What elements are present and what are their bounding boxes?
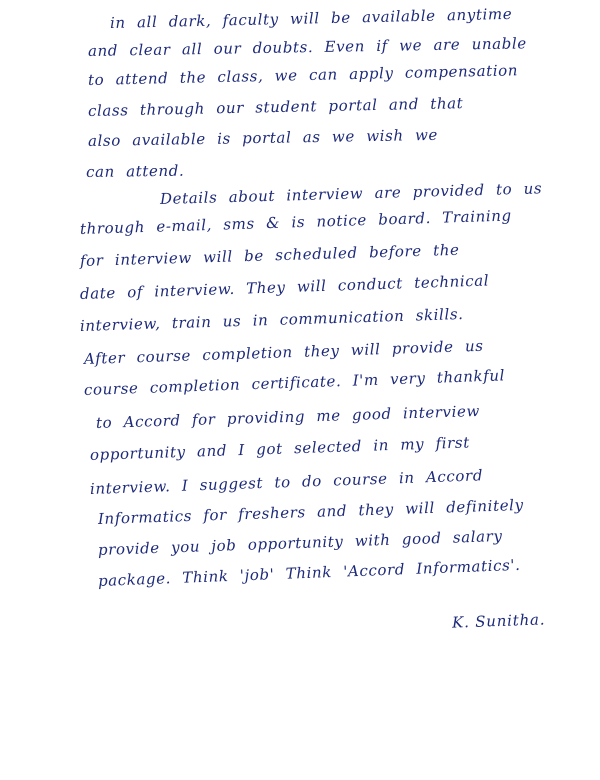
signature: K. Sunitha.	[451, 610, 546, 632]
letter-line: Details about interview are provided to us	[159, 179, 543, 208]
letter-line: to attend the class, we can apply compensation	[87, 61, 519, 89]
letter-line: interview, train us in communication skills.	[79, 304, 464, 335]
letter-line: interview. I suggest to do course in Accord	[89, 466, 484, 498]
letter-line: to Accord for providing me good interview	[95, 401, 481, 432]
letter-line: After course completion they will provide us	[83, 336, 484, 368]
letter-line: date of interview. They will conduct technical	[79, 271, 490, 303]
letter-line: package. Think 'job' Think 'Accord Informatics'.	[97, 555, 521, 590]
letter-line: in all dark, faculty will be available anytime	[109, 4, 513, 32]
letter-line: provide you job opportunity with good salary	[97, 526, 503, 559]
letter-line: class through our student portal and that	[87, 94, 464, 120]
letter-line: opportunity and I got selected in my first	[89, 433, 471, 464]
letter-line: Informatics for freshers and they will definitely	[97, 495, 524, 528]
letter-line: also available is portal as we wish we	[87, 125, 439, 150]
letter-line: for interview will be scheduled before the	[79, 240, 460, 270]
letter-line: through e-mail, sms & is notice board. Training	[79, 206, 512, 238]
letter-line: and clear all our doubts. Even if we are unable	[87, 34, 527, 60]
letter-line: can attend.	[85, 161, 185, 181]
letter-line: course completion certificate. I'm very thankful	[83, 366, 506, 399]
